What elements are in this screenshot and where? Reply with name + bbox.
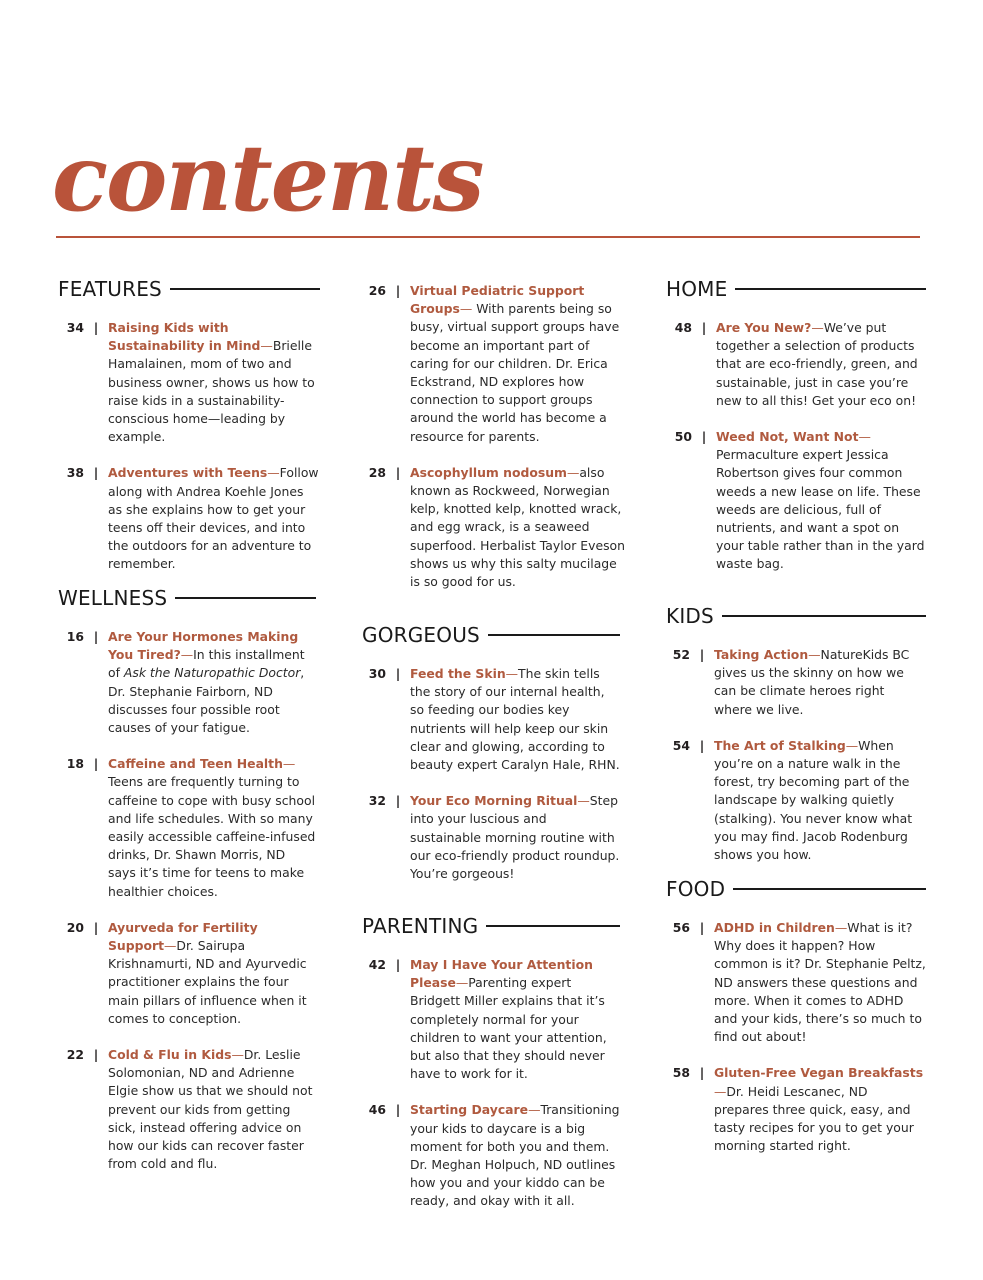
section-title-food: FOOD	[666, 877, 726, 901]
page-number: 30	[368, 666, 386, 681]
toc-entry[interactable]: 52 | Taking Action—NatureKids BC gives us the skinny on how we can be climate heroes right where we live.	[664, 646, 926, 719]
entry-headline[interactable]: Starting Daycare	[410, 1102, 529, 1118]
toc-entry[interactable]: 20 | Ayurveda for Fertility Support—Dr. Sairupa Krishnamurti, ND and Ayurvedic practitioner explains the four main pillars of influence when it comes to conception.	[58, 919, 316, 1028]
entry-headline[interactable]: Adventures with Teens	[108, 465, 268, 481]
page-number: 42	[368, 957, 386, 972]
toc-entry[interactable]: 42 | May I Have Your Attention Please—Parenting expert Bridgett Miller explains that it’s completely normal for your children to want your attention, but also that they should never have to work for it.	[360, 956, 620, 1083]
entry-body: Parenting expert Bridgett Miller explains that it’s completely normal for your children to want your attention, but also that they should never have to work for it.	[410, 975, 607, 1082]
entry-body-italic: Ask the Naturopathic Doctor	[123, 665, 301, 681]
separator: |	[93, 465, 99, 481]
entry-body: With parents being so busy, virtual support groups have become an important part of caring for our children. Dr. Erica Eckstrand, ND explores how connection to support groups around the world has become a resource for parents.	[410, 301, 620, 444]
toc-entry[interactable]: 38 | Adventures with Teens—Follow along with Andrea Koehle Jones as she explains how to get your teens off their devices, and into the outdoors for an adventure to remember.	[58, 464, 320, 573]
section-rule	[735, 288, 926, 290]
toc-entry[interactable]: 26 | Virtual Pediatric Support Groups— With parents being so busy, virtual support groups have become an important part of caring for our children. Dr. Erica Eckstrand, ND explores how connection to support groups around the world has become a resource for parents.	[360, 282, 625, 446]
entry-headline[interactable]: Taking Action	[714, 647, 809, 662]
separator: |	[699, 737, 705, 753]
entry-headline[interactable]: Weed Not, Want Not	[716, 429, 859, 445]
entry-body: Step into your luscious and sustainable morning routine with our eco-friendly product roundup. You’re gorgeous!	[410, 793, 620, 882]
entry-body: Brielle Hamalainen, mom of two and business owner, shows us how to raise kids in a sustainability-conscious home—leading by example.	[108, 338, 315, 445]
entry-body: Dr. Heidi Lescanec, ND prepares three quick, easy, and tasty recipes for you to get your morning started right.	[714, 1083, 914, 1154]
page-number: 34	[66, 320, 84, 335]
separator: |	[93, 919, 99, 935]
page-number: 16	[66, 629, 84, 644]
page-number: 28	[368, 464, 386, 480]
section-rule	[733, 888, 926, 890]
page-number: 38	[66, 465, 84, 481]
entry-body: NatureKids BC gives us the skinny on how we can be climate heroes right where we live.	[714, 647, 910, 717]
section-rule	[175, 597, 316, 599]
entry-headline[interactable]: Virtual Pediatric Support Groups	[410, 283, 585, 317]
page-title: contents	[52, 124, 483, 232]
page-number: 32	[368, 793, 386, 809]
section-title-wellness: WELLNESS	[58, 586, 168, 610]
entry-headline[interactable]: Ayurveda for Fertility Support	[108, 919, 258, 954]
section-food	[666, 875, 926, 1155]
separator: |	[395, 464, 401, 480]
separator: |	[395, 1102, 401, 1118]
toc-entry[interactable]: 48 | Are You New?—We’ve put together a selection of products that are eco-friendly, green, and sustainable, just in case you’re new to all this! Get your eco on!	[666, 319, 926, 410]
separator: |	[93, 629, 99, 644]
section-home	[666, 275, 926, 574]
toc-entry[interactable]: 30 | Feed the Skin—The skin tells the story of our internal health, so feeding our bodies key nutrients will help keep our skin clear and glowing, according to beauty expert Caralyn Hale, RHN.	[360, 665, 620, 774]
section-title-features: FEATURES	[58, 277, 162, 301]
entry-headline[interactable]: May I Have Your Attention Please	[410, 957, 593, 991]
entry-headline[interactable]: Raising Kids with Sustainability in Mind	[108, 320, 261, 354]
section-title-kids: KIDS	[666, 604, 714, 628]
entry-body: Follow along with Andrea Koehle Jones as she explains how to get your teens off their devices, and into the outdoors for an adventure to remember.	[108, 465, 319, 572]
entry-body: Dr. Leslie Solomonian, ND and Adrienne Elgie show us that we should not prevent our kids from getting sick, instead offering advice on how our kids can recover faster from cold and flu.	[108, 1047, 313, 1172]
section-rule	[722, 615, 926, 617]
section-features	[58, 275, 320, 574]
entry-headline[interactable]: Your Eco Morning Ritual	[410, 793, 578, 809]
separator: |	[701, 320, 707, 335]
entry-headline[interactable]: Ascophyllum nodosum	[410, 464, 567, 480]
toc-entry[interactable]: 54 | The Art of Stalking—When you’re on a nature walk in the forest, try becoming part of the landscape by walking quietly (stalking). You never know what you may find. Jacob Rodenburg shows you how.	[664, 737, 926, 864]
separator: |	[93, 756, 99, 772]
page-number: 58	[672, 1065, 690, 1081]
entry-body: What is it? Why does it happen? How common is it? Dr. Stephanie Peltz, ND answers these questions and more. When it comes to ADHD and your kids, there’s so much to find out about!	[714, 920, 926, 1045]
toc-entry[interactable]: 32 | Your Eco Morning Ritual—Step into your luscious and sustainable morning routine with our eco-friendly product roundup. You’re gorgeous!	[360, 792, 620, 883]
section-title-parenting: PARENTING	[362, 914, 479, 938]
separator: |	[395, 957, 401, 972]
entry-headline[interactable]: Caffeine and Teen Health	[108, 756, 283, 772]
toc-entry[interactable]: 46 | Starting Daycare—Transitioning your kids to daycare is a big moment for both you and them. Dr. Meghan Holpuch, ND outlines how you and your kiddo can be ready, and okay with it all.	[360, 1101, 620, 1210]
entry-body: When you’re on a nature walk in the forest, try becoming part of the landscape by walking quietly (stalking). You never know what you may find. Jacob Rodenburg shows you how.	[714, 737, 913, 863]
entry-body: , Dr. Stephanie Fairborn, ND discusses four possible root causes of your fatigue.	[108, 665, 305, 736]
page-number: 54	[672, 737, 690, 753]
entry-body: Permaculture expert Jessica Robertson gives four common weeds a new lease on life. These weeds are delicious, full of nutrients, and want a spot on your table rather than in the yard waste bag.	[716, 447, 925, 572]
page-number: 46	[368, 1102, 386, 1118]
toc-entry[interactable]: 58 | Gluten-Free Vegan Breakfasts—Dr. Heidi Lescanec, ND prepares three quick, easy, and tasty recipes for you to get your morning started right.	[664, 1064, 926, 1155]
separator: |	[395, 283, 401, 298]
entry-headline[interactable]: Feed the Skin	[410, 666, 506, 681]
page-number: 50	[674, 429, 692, 445]
section-wellness-continued	[360, 282, 625, 591]
section-wellness	[58, 584, 316, 1173]
entry-body: Dr. Sairupa Krishnamurti, ND and Ayurvedic practitioner explains the four main pillars of influence when it comes to conception.	[108, 938, 307, 1026]
entry-body: Teens are frequently turning to caffeine to cope with busy school and life schedules. With so many easily accessible caffeine-infused drinks, Dr. Shawn Morris, ND says it’s time for teens to make healthier choices.	[108, 774, 316, 899]
section-rule	[488, 634, 620, 636]
section-parenting	[362, 912, 620, 1211]
toc-entry[interactable]: 18 | Caffeine and Teen Health—Teens are frequently turning to caffeine to cope with busy school and life schedules. With so many easily accessible caffeine-infused drinks, Dr. Shawn Morris, ND says it’s time for teens to make healthier choices.	[58, 755, 316, 901]
page-number: 22	[66, 1047, 84, 1063]
entry-headline[interactable]: The Art of Stalking	[714, 737, 846, 753]
toc-entry[interactable]: 22 | Cold & Flu in Kids—Dr. Leslie Solomonian, ND and Adrienne Elgie show us that we should not prevent our kids from getting sick, instead offering advice on how our kids can recover faster from cold and flu.	[58, 1046, 316, 1173]
section-rule	[486, 925, 620, 927]
entry-body: We’ve put together a selection of products that are eco-friendly, green, and sustainable, just in case you’re new to all this! Get your eco on!	[716, 320, 918, 408]
toc-entry[interactable]: 34 | Raising Kids with Sustainability in Mind—Brielle Hamalainen, mom of two and business owner, shows us how to raise kids in a sustainability-conscious home—leading by example.	[58, 319, 320, 446]
toc-entry[interactable]: 50 | Weed Not, Want Not—Permaculture expert Jessica Robertson gives four common weeds a new lease on life. These weeds are delicious, full of nutrients, and want a spot on your table rather than in the yard waste bag.	[666, 428, 926, 574]
section-rule	[170, 288, 320, 290]
entry-headline[interactable]: Cold & Flu in Kids	[108, 1047, 232, 1063]
separator: |	[699, 1065, 705, 1081]
page-number: 20	[66, 919, 84, 935]
separator: |	[93, 320, 99, 335]
entry-body: Transitioning your kids to daycare is a big moment for both you and them. Dr. Meghan Holpuch, ND outlines how you and your kiddo can be ready, and okay with it all.	[410, 1102, 620, 1209]
separator: |	[699, 920, 705, 935]
entry-headline[interactable]: Are You New?	[716, 320, 812, 335]
section-kids	[666, 602, 926, 864]
title-divider	[56, 236, 920, 238]
entry-body: also known as Rockweed, Norwegian kelp, knotted kelp, knotted wrack, and egg wrack, is a seaweed superfood. Herbalist Taylor Eveson shows us why this salty mucilage is so good for us.	[410, 464, 625, 590]
page-number: 48	[674, 320, 692, 335]
separator: |	[93, 1047, 99, 1063]
toc-entry[interactable]: 16 | Are Your Hormones Making You Tired?—In this installment of Ask the Naturopathic Doctor, Dr. Stephanie Fairborn, ND discusses four possible root causes of your fatigue.	[58, 628, 316, 737]
entry-headline[interactable]: Gluten-Free Vegan Breakfasts	[714, 1065, 924, 1081]
separator: |	[699, 647, 705, 662]
page-number: 18	[66, 756, 84, 772]
entry-body: In this installment of	[108, 647, 305, 681]
entry-body: The skin tells the story of our internal health, so feeding our bodies key nutrients will help keep our skin clear and glowing, according to beauty expert Caralyn Hale, RHN.	[410, 666, 620, 773]
toc-entry[interactable]: 56 | ADHD in Children—What is it? Why does it happen? How common is it? Dr. Stephanie Peltz, ND answers these questions and more. When it comes to ADHD and your kids, there’s so much to find out about!	[664, 919, 926, 1046]
page-number: 26	[368, 283, 386, 298]
entry-headline[interactable]: ADHD in Children	[714, 920, 835, 935]
separator: |	[395, 666, 401, 681]
separator: |	[395, 793, 401, 809]
page-number: 52	[672, 647, 690, 662]
separator: |	[701, 429, 707, 445]
section-title-home: HOME	[666, 277, 728, 301]
section-gorgeous	[362, 621, 620, 883]
entry-headline[interactable]: Are Your Hormones Making You Tired?	[108, 629, 299, 663]
page-number: 56	[672, 920, 690, 935]
toc-entry[interactable]: 28 | Ascophyllum nodosum—also known as Rockweed, Norwegian kelp, knotted kelp, knotted wrack, and egg wrack, is a seaweed superfood. Herbalist Taylor Eveson shows us why this salty mucilage is so good for us.	[360, 464, 625, 591]
section-title-gorgeous: GORGEOUS	[362, 623, 480, 647]
